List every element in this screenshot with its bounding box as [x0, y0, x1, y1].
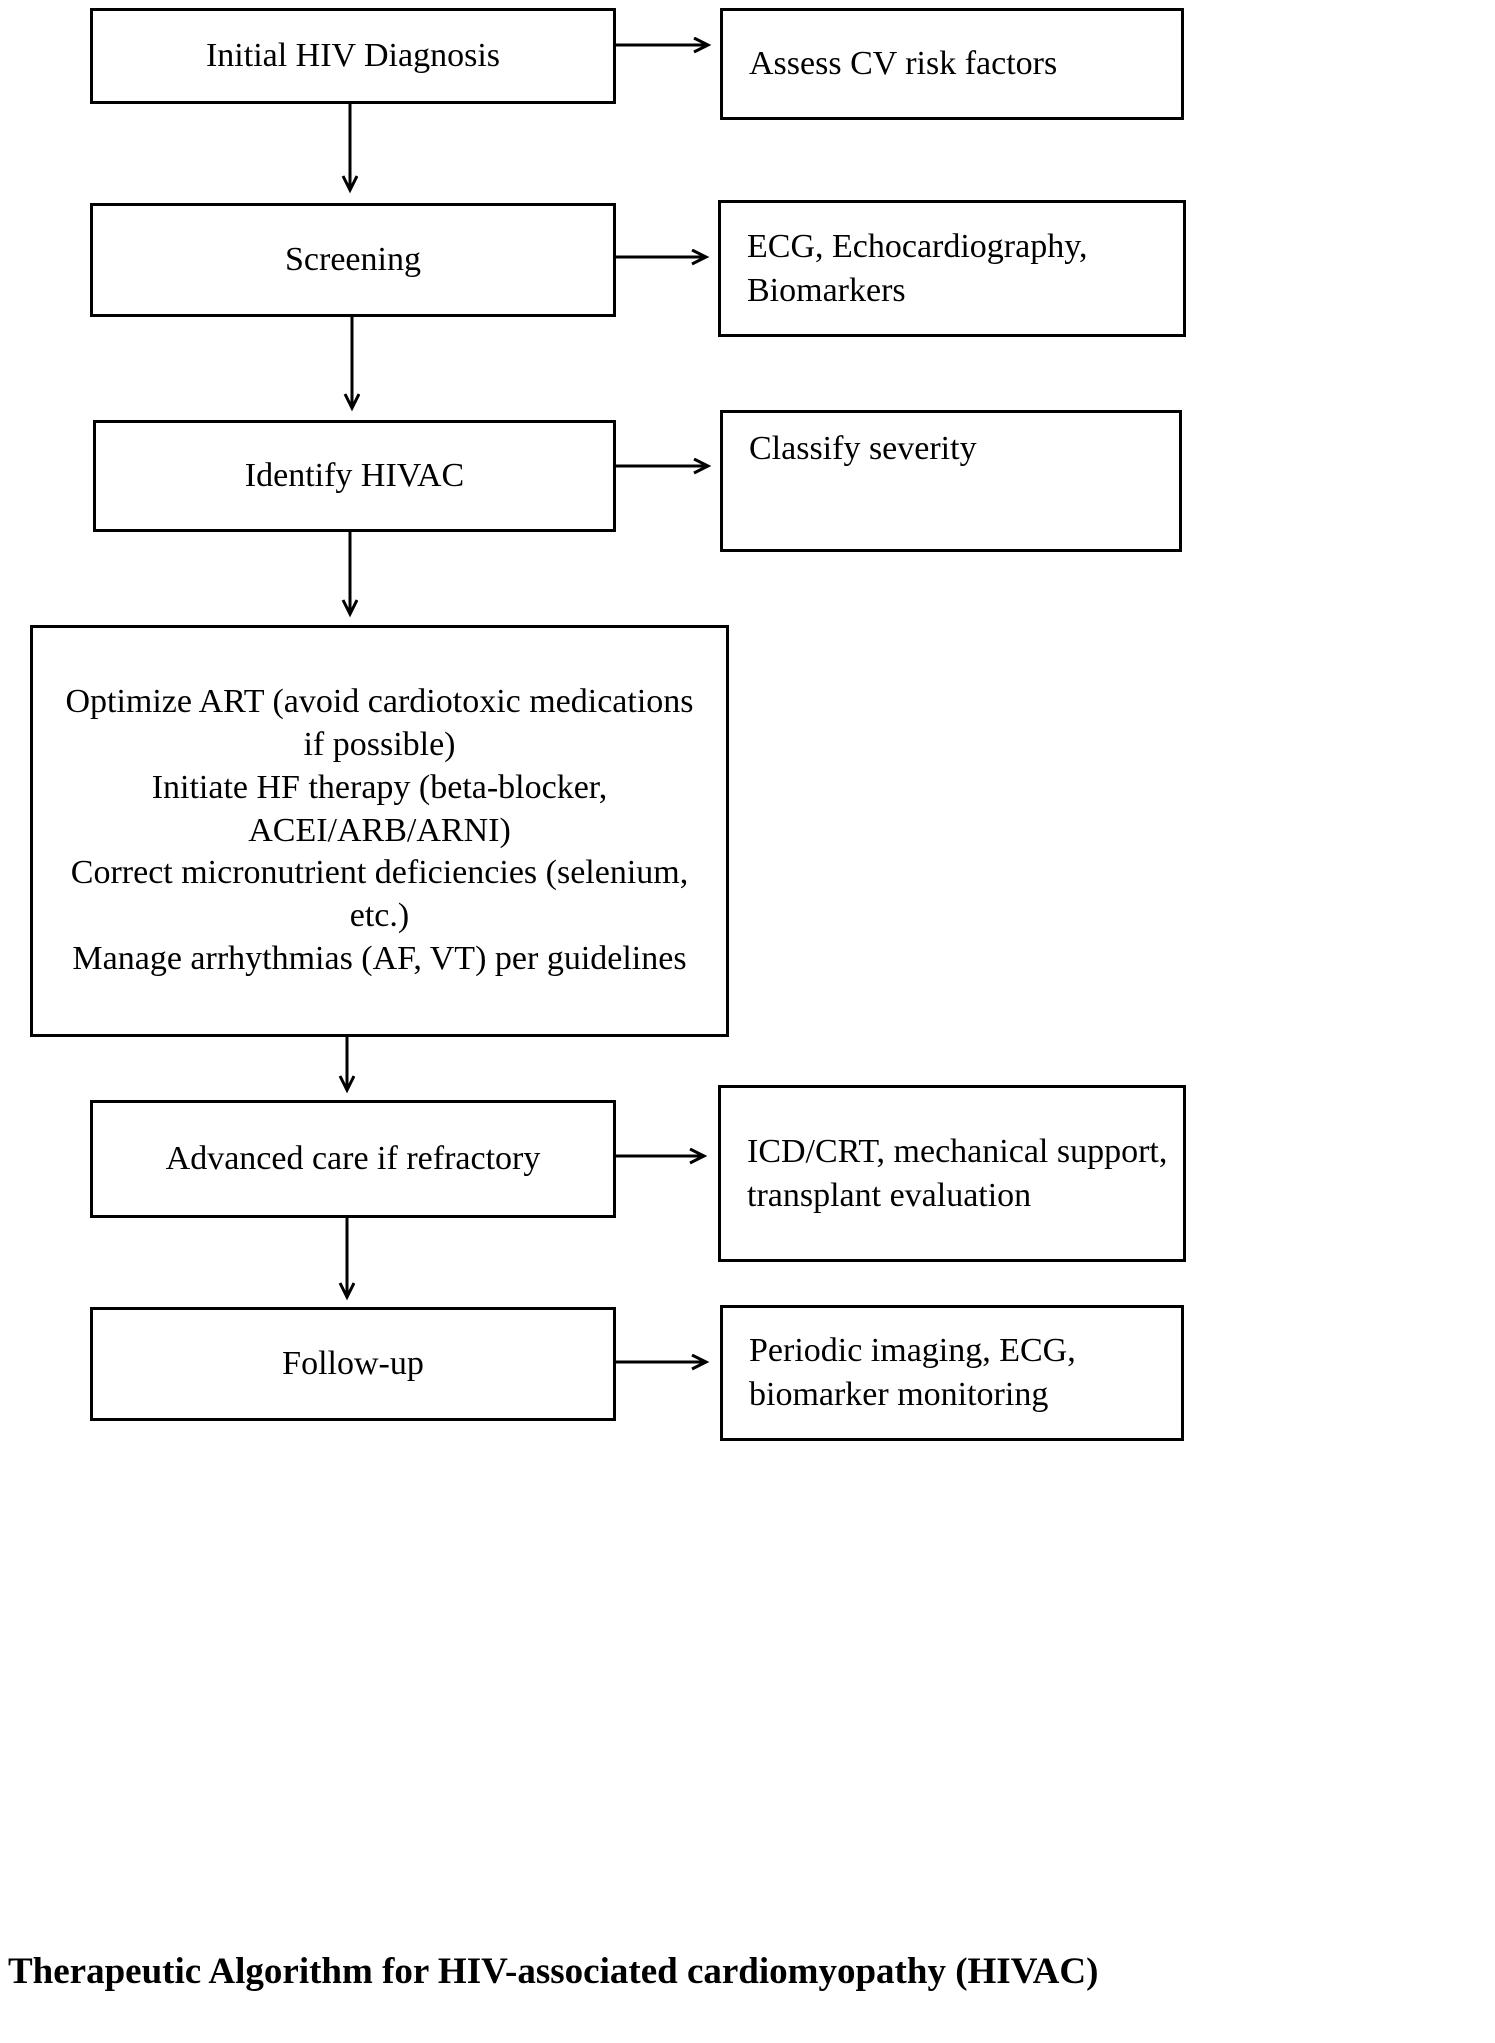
- box-treatment-plan: [30, 625, 729, 1037]
- box-follow-up-label: Follow-up: [282, 1345, 424, 1383]
- box-classify-severity-label: Classify severity: [749, 430, 977, 467]
- treatment-line-optimize-art: Optimize ART (avoid cardiotoxic medications if possible): [65, 683, 694, 763]
- box-ecg-echo-biomarkers: [718, 200, 1186, 337]
- treatment-line-hf-therapy: Initiate HF therapy (beta-blocker, ACEI/ARB/ARNI): [151, 768, 608, 849]
- box-assess-cv-risk: [720, 8, 1184, 120]
- treatment-line-micronutrients: Correct micronutrient deficiencies (selenium, etc.): [70, 854, 689, 935]
- box-ecg-echo-biomarkers-label: ECG, Echocardiography, Biomarkers: [747, 227, 1088, 309]
- box-icd-crt-support: [718, 1085, 1186, 1262]
- box-classify-severity: [720, 410, 1182, 552]
- box-screening: [90, 203, 616, 317]
- box-identify-hivac-label: Identify HIVAC: [244, 457, 465, 495]
- box-assess-cv-risk-label: Assess CV risk factors: [749, 45, 1058, 83]
- box-advanced-care-label: Advanced care if refractory: [165, 1140, 541, 1178]
- box-initial-hiv-diagnosis-label: Initial HIV Diagnosis: [205, 37, 500, 75]
- box-periodic-monitoring-label: Periodic imaging, ECG, biomarker monitoring: [749, 1332, 1076, 1413]
- box-periodic-monitoring: [720, 1305, 1184, 1441]
- box-identify-hivac: [93, 420, 616, 532]
- treatment-line-arrhythmias: Manage arrhythmias (AF, VT) per guidelines: [72, 940, 687, 978]
- box-initial-hiv-diagnosis: [90, 8, 616, 104]
- figure-caption: Therapeutic Algorithm for HIV-associated cardiomyopathy (HIVAC): [8, 1951, 1099, 1992]
- box-icd-crt-support-label: ICD/CRT, mechanical support, transplant evaluation: [747, 1132, 1168, 1214]
- box-advanced-care: [90, 1100, 616, 1218]
- box-screening-label: Screening: [285, 241, 421, 279]
- box-follow-up: [90, 1307, 616, 1421]
